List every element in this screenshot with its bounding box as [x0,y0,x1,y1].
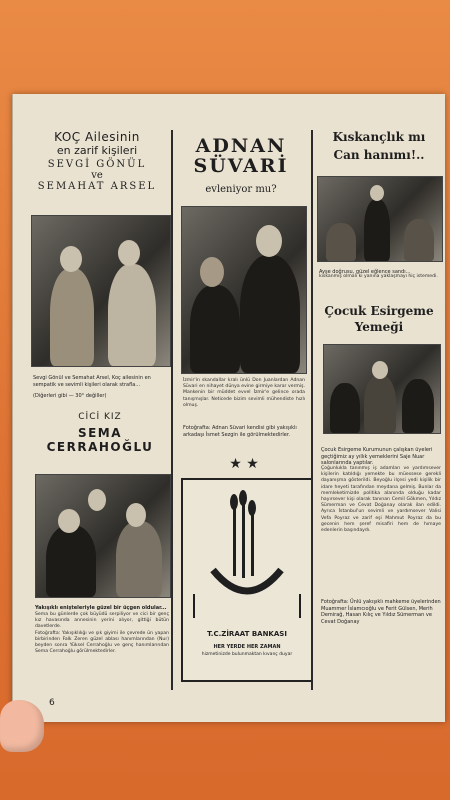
stars-ornament: ★ ★ [229,456,259,472]
bank-tagline: hizmetinizde bulunmaktan kıvanç duyar [201,652,293,657]
page-number: 6 [49,698,55,708]
caption-party: Ayşe doğrusu, güzel eğlence sandı... [319,269,411,275]
photo-family [35,474,171,598]
divider-1 [171,130,173,690]
headline-line-3: SEVGİ GÖNÜL [47,159,147,170]
headline-line-1: KOÇ Ailesinin [54,130,140,144]
photo-party [317,176,443,262]
dinner-text: Çocuk Esirgeme Kurumunun çalışkan üyeleri geçtiğimiz ay yıllık yemeklerini Saje Nuar salonlarında yaptılar. [321,447,433,466]
right-title-3: Çocuk Esirgeme [324,304,434,318]
section-subtitle: CİCİ KIZ [78,412,122,422]
wheat-logo-icon [183,484,311,634]
body-text-left: Sema bu günlerde çok büyüdü serpiliyor ve cici bir genç kız havasında annesinin yerini alıyor, gittiği bütün davetlerde. Fotoğrafta: Yakışıklılığı ve şık giyimi ile çevrede ün yapan birbirinden Falk Zeren güzel ablası hanımlarından (Nur) beyden sonra Yüksel Cerrahoğlu ve genç hanımlarından Sema Cerrahoğlu görülmektedirler. [35,612,169,655]
photo-credit-right: Fotoğrafta: Ünlü yakışıklı mahkeme üyelerinden Muammer İslamcıoğlu ve Ferit Gülsen, Merih Demirağ, Hasan Kılıç ve Yıldız Sümerman ve Cevat Doğanay [321,599,441,625]
caption-sema: Yakışıklı enişteleriyle güzel bir üçgen oldular... [35,605,167,611]
caption-koc: Sevgi Gönül ve Semahat Arsel, Koç ailesinin en sempatik ve sevimli kişileri olarak strafla... [33,375,151,388]
right-title-1: Kıskançlık mı [332,130,426,144]
body-party: kıskanmış olmalı ki yanına yaklaşmayı hiç istemedi. [319,274,438,279]
right-title-2: Can hanımı!.. [333,148,425,162]
bank-name: T.C.ZİRAAT BANKASI [207,630,287,638]
thumb [0,700,44,752]
article-body-text: İzmir'in skandallar kralı ünlü Don Juanlardan Adnan Süvari en nihayet dünya evine girmiye karar vermiş. [183,378,305,390]
bank-advert [181,478,313,682]
headline-line-4: ve [91,170,103,181]
body-dinner: Çoğunlukla tanınmış iş adamları ve yardımsever kişilerin katıldığı yemekte bu müessese gerekli dayanışma gösterildi. Beyoğlu ilçesi yedi kişilik bir idare heyeti tarafından meydana gelmiş. Bunlar da memleketimizde politika alanında olduğu kadar hayırsever kişi olarak tanınan Cemil Gökmen, Yıldız Sümerman ve Cevat Doğanay olarak ilan edildi. Ayrıca İstanbul'un sevimli ve yardımsever Valisi Vefa Poyraz ve zarif eşi Mahmut Poyraz da bu gecenin hem şeref misafiri hem de hımaye edenlerin başındaydı. [321,466,441,534]
article-title: ADNAN SÜVARİ [193,135,289,177]
right-title-4: Yemeği [354,320,404,334]
headline-line-5: SEMAHAT ARSEL [37,181,157,192]
article-body: İzmir'in skandallar kralı ünlü Don Juanlardan Adnan Süvari en nihayet dünya evine girmiye karar vermiş. Mankenin bir müddet evvel İzmir'e gelince orada tanışmışlar. Neticede bizim sevimli mühendiste hızlı olmuş. [183,378,305,408]
divider-2 [311,130,313,690]
section-title: SEMA CERRAHOĞLU [46,426,154,454]
photo-two-women [31,215,171,367]
headline-line-2: en zarif kişileri [56,144,138,157]
photo-credit-middle: Fotoğrafta: Adnan Süvari kendisi gibi yakışıklı arkadaşı İsmet Sezgin ile görülmektedirler. [183,425,297,438]
photo-dinner [323,344,441,434]
bank-slogan: HER YERDE HER ZAMAN [213,644,281,650]
caption-note: (Diğerleri gibi — 30° değiller) [33,393,107,399]
article-subtitle: evleniyor mu? [205,184,277,195]
photo-two-men [181,206,307,374]
magazine-page [12,94,445,722]
